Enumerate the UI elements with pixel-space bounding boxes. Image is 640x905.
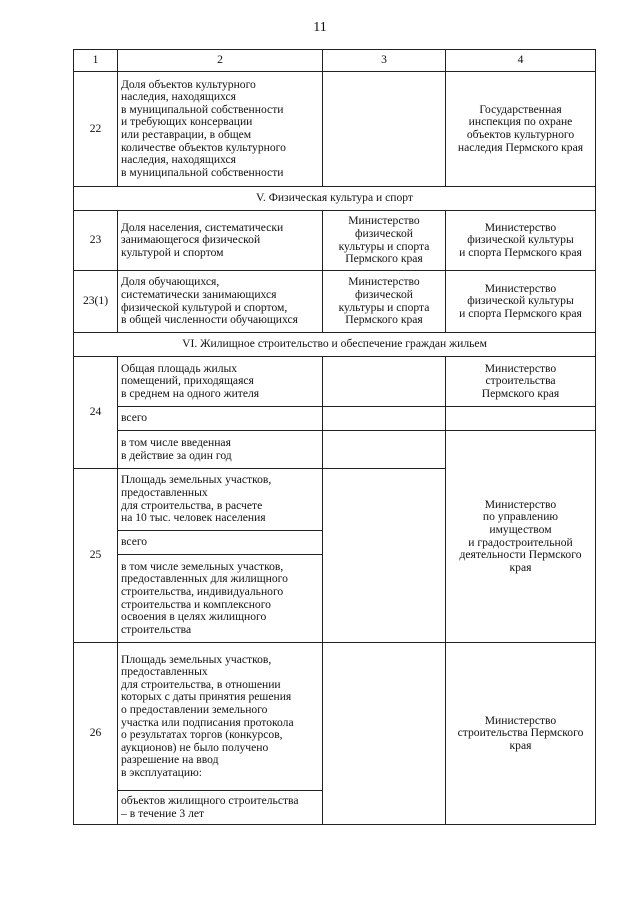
indicator-cell: Доля объектов культурного наследия, находящихся в муниципальной собственности и требующих консервации или реставрации, в общем количестве объектов культурного наследия, находящихся в муниципальной собственности	[118, 72, 323, 187]
subindicator-cell: всего	[118, 531, 323, 555]
source-cell	[323, 469, 446, 643]
subindicator-cell: в том числе введенная в действие за один год	[118, 431, 323, 469]
responsible-cell	[446, 407, 596, 431]
row-number: 23(1)	[74, 271, 118, 333]
table-row	[74, 643, 596, 791]
header-col-2: 2	[118, 50, 323, 72]
responsible-cell: Министерство по управлению имуществом и градостроительной деятельности Пермского края	[446, 431, 596, 643]
table-row	[74, 357, 596, 407]
indicator-cell: Доля населения, систематически занимающегося физической культурой и спортом	[118, 211, 323, 271]
table-header-row	[74, 50, 596, 72]
responsible-cell: Министерство физической культуры и спорта Пермского края	[446, 271, 596, 333]
table-subrow	[74, 431, 596, 469]
subindicator-cell: в том числе земельных участков, предоставленных для жилищного строительства, индивидуального строительства и комплексного освоения в целях жилищного строительства	[118, 555, 323, 643]
source-cell	[323, 357, 446, 407]
table-row	[74, 72, 596, 187]
col3-cell	[323, 72, 446, 187]
section-row	[74, 333, 596, 357]
subindicator-cell: всего	[118, 407, 323, 431]
source-cell	[323, 643, 446, 825]
indicator-cell: Доля обучающихся, систематически занимающихся физической культурой и спортом, в общей численности обучающихся	[118, 271, 323, 333]
source-cell: Министерство физической культуры и спорта Пермского края	[323, 271, 446, 333]
responsible-cell: Министерство физической культуры и спорта Пермского края	[446, 211, 596, 271]
section-row	[74, 187, 596, 211]
row-number: 26	[74, 643, 118, 825]
indicators-table	[73, 49, 596, 825]
row-number: 22	[74, 72, 118, 187]
source-cell	[323, 431, 446, 469]
row-number: 25	[74, 469, 118, 643]
responsible-cell: Министерство строительства Пермского края	[446, 357, 596, 407]
responsible-cell: Государственная инспекция по охране объектов культурного наследия Пермского края	[446, 72, 596, 187]
section-title: V. Физическая культура и спорт	[74, 187, 596, 211]
header-col-4: 4	[446, 50, 596, 72]
indicator-cell: Общая площадь жилых помещений, приходящаяся в среднем на одного жителя	[118, 357, 323, 407]
table-subrow	[74, 407, 596, 431]
source-cell	[323, 407, 446, 431]
indicator-cell: Площадь земельных участков, предоставленных для строительства, в расчете на 10 тыс. человек населения	[118, 469, 323, 531]
page-number: 11	[313, 20, 327, 35]
section-title: VI. Жилищное строительство и обеспечение граждан жильем	[74, 333, 596, 357]
header-col-1: 1	[74, 50, 118, 72]
source-cell: Министерство физической культуры и спорта Пермского края	[323, 211, 446, 271]
subindicator-cell: объектов жилищного строительства – в течение 3 лет	[118, 791, 323, 825]
responsible-cell: Министерство строительства Пермского края	[446, 643, 596, 825]
indicator-cell: Площадь земельных участков, предоставленных для строительства, в отношении которых с даты принятия решения о предоставлении земельного участка или подписания протокола о результатах торгов (конкурсов, аукционов) не было получено разрешение на ввод в эксплуатацию:	[118, 643, 323, 791]
row-number: 24	[74, 357, 118, 469]
row-number: 23	[74, 211, 118, 271]
table-row	[74, 271, 596, 333]
table-row	[74, 211, 596, 271]
header-col-3: 3	[323, 50, 446, 72]
